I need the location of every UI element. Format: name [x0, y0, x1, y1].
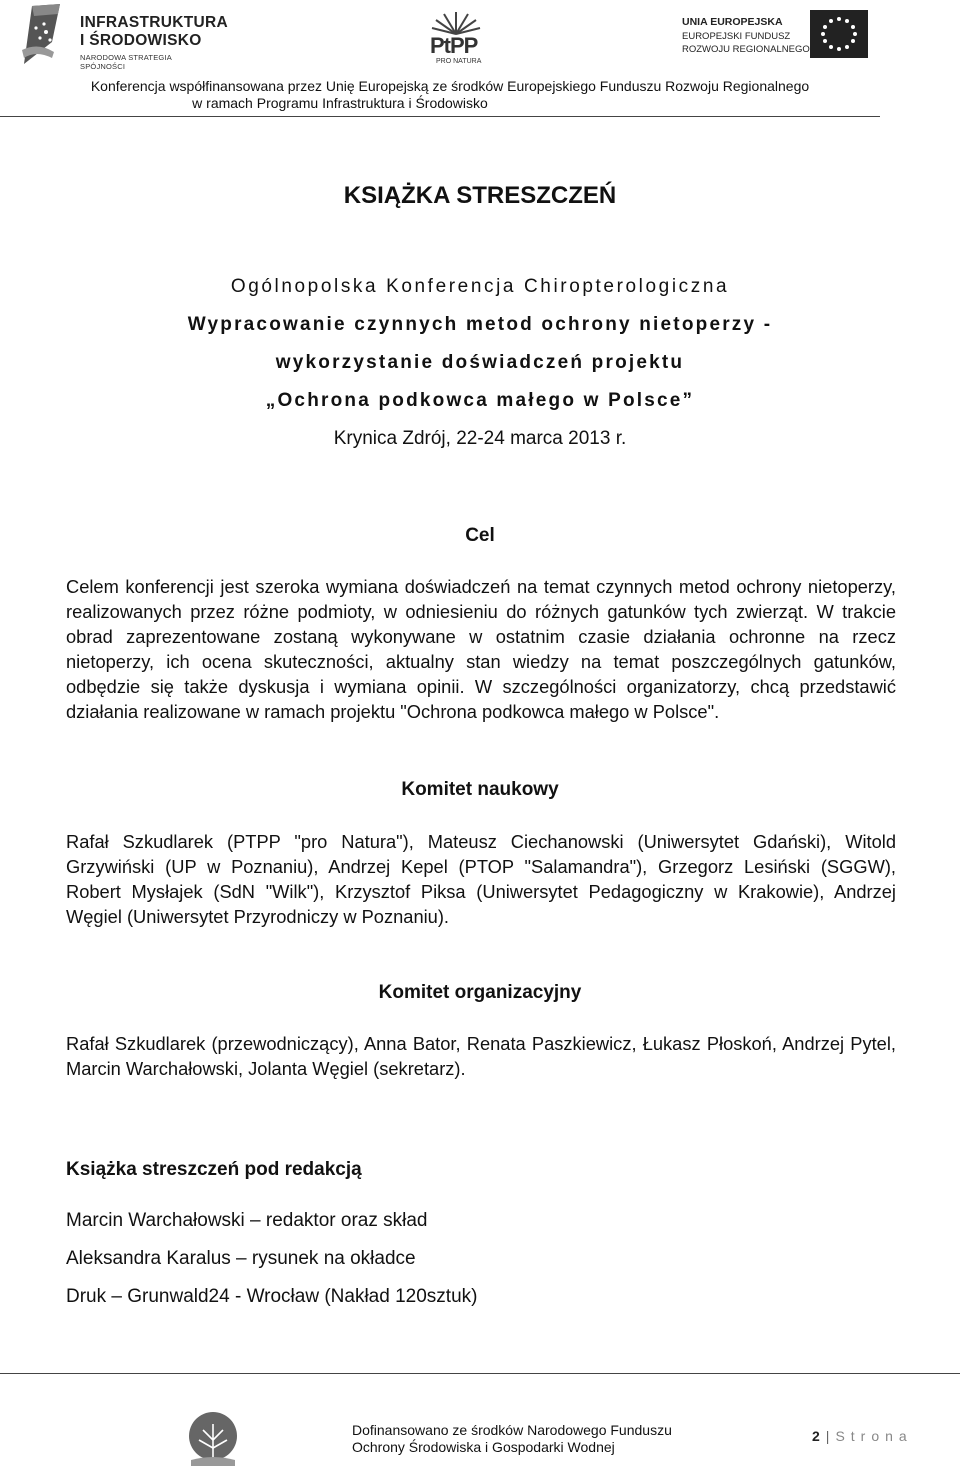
editorial-print-line: Druk – Grunwald24 - Wrocław (Nakład 120sztuk): [66, 1286, 478, 1307]
eu-logo-line1: UNIA EUROPEJSKA: [682, 16, 783, 28]
goal-text: Celem konferencji jest szeroka wymiana doświadczeń na temat czynnych metod ochrony nietoperzy, realizowanych przez różne podmioty, w odniesieniu do różnych gatunków tych zwierząt. W trakcie obrad zaprezentowane zostaną wykonywane w ostatnim czasie działania ochronne na rzecz nietoperzy, ich ocena skuteczności, aktualny stan wiedzy na temat poszczególnych gatunków, odbędzie się także dyskusja i wymiana opinii. W szczególności organizatorzy, chcą przedstawić działania realizowane w ramach projektu "Ochrona podkowca małego w Polsce".: [66, 576, 896, 722]
conference-subtitle-line1: Wypracowanie czynnych metod ochrony nietoperzy -: [187, 314, 773, 335]
page-title: KSIĄŻKA STRESZCZEŃ: [343, 182, 617, 209]
pro-natura-text: PRO NATURA: [436, 58, 482, 65]
eu-logo-line2: EUROPEJSKI FUNDUSZ: [682, 31, 791, 42]
conference-name: Ogólnopolska Konferencja Chiropterologiczna: [230, 276, 730, 297]
page-number: 2: [812, 1428, 820, 1444]
goal-heading: Cel: [465, 525, 495, 546]
header-cofinancing-line2: w ramach Programu Infrastruktura i Środowisko: [192, 95, 488, 111]
eu-logo: [680, 10, 870, 62]
eu-logo-line3: ROZWOJU REGIONALNEGO: [682, 44, 810, 55]
ptpp-mark: PtPP: [430, 33, 478, 58]
infra-logo-line2: I ŚRODOWISKO: [80, 32, 202, 49]
infra-logo-line1: INFRASTRUKTURA: [80, 14, 228, 31]
conference-subtitle-line3: „Ochrona podkowca małego w Polsce”: [265, 390, 695, 411]
page-separator: |: [825, 1428, 830, 1444]
organizing-committee-text: Rafał Szkudlarek (przewodniczący), Anna Bator, Renata Paszkiewicz, Łukasz Płoskoń, Andrzej Pytel, Marcin Warchałowski, Jolanta Węgiel (sekretarz).: [66, 1033, 896, 1079]
infra-logo-line3: NARODOWA STRATEGIA SPÓJNOŚCI: [80, 53, 172, 71]
header-cofinancing-line1: Konferencja współfinansowana przez Unię Europejską ze środków Europejskiego Funduszu Rozwoju Regionalnego: [90, 78, 810, 94]
conference-subtitle-line2: wykorzystanie doświadczeń projektu: [275, 352, 685, 373]
nfosigw-logo: [185, 1410, 241, 1468]
page-word: Strona: [835, 1428, 913, 1444]
scientific-committee-text: Rafał Szkudlarek (PTPP "pro Natura"), Mateusz Ciechanowski (Uniwersytet Gdański), Witold Grzywiński (UP w Poznaniu), Andrzej Kepel (PTOP "Salamandra"), Grzegorz Lesiński (SGGW), Robert Mysłajek (SdN "Wilk"), Krzysztof Piksa (Uniwersytet Pedagogiczny w Krakowie), Andrzej Węgiel (Uniwersytet Przyrodniczy w Poznaniu).: [66, 831, 896, 927]
sun-tree-icon: [428, 6, 484, 36]
eu-stars-emblem-icon: [18, 2, 76, 66]
footer-divider: [0, 1373, 960, 1374]
header-divider: [0, 116, 880, 117]
scientific-committee-heading: Komitet naukowy: [401, 779, 559, 800]
infrastruktura-logo: [18, 2, 228, 71]
editorial-editor-line: Marcin Warchałowski – redaktor oraz skład: [66, 1210, 428, 1231]
editorial-heading: Książka streszczeń pod redakcją: [66, 1159, 362, 1180]
page-number-block: [812, 1428, 913, 1444]
conference-place-date: Krynica Zdrój, 22-24 marca 2013 r.: [333, 428, 627, 449]
nfosigw-emblem-icon: [185, 1410, 241, 1468]
eu-flag-icon: [810, 10, 868, 58]
organizing-committee-heading: Komitet organizacyjny: [378, 982, 582, 1003]
ptpp-pro-natura-logo: [428, 6, 484, 72]
footer-funding-line2: Ochrony Środowiska i Gospodarki Wodnej: [352, 1439, 615, 1455]
footer-funding-line1: Dofinansowano ze środków Narodowego Funduszu: [352, 1422, 672, 1438]
editorial-cover-line: Aleksandra Karalus – rysunek na okładce: [66, 1248, 416, 1269]
